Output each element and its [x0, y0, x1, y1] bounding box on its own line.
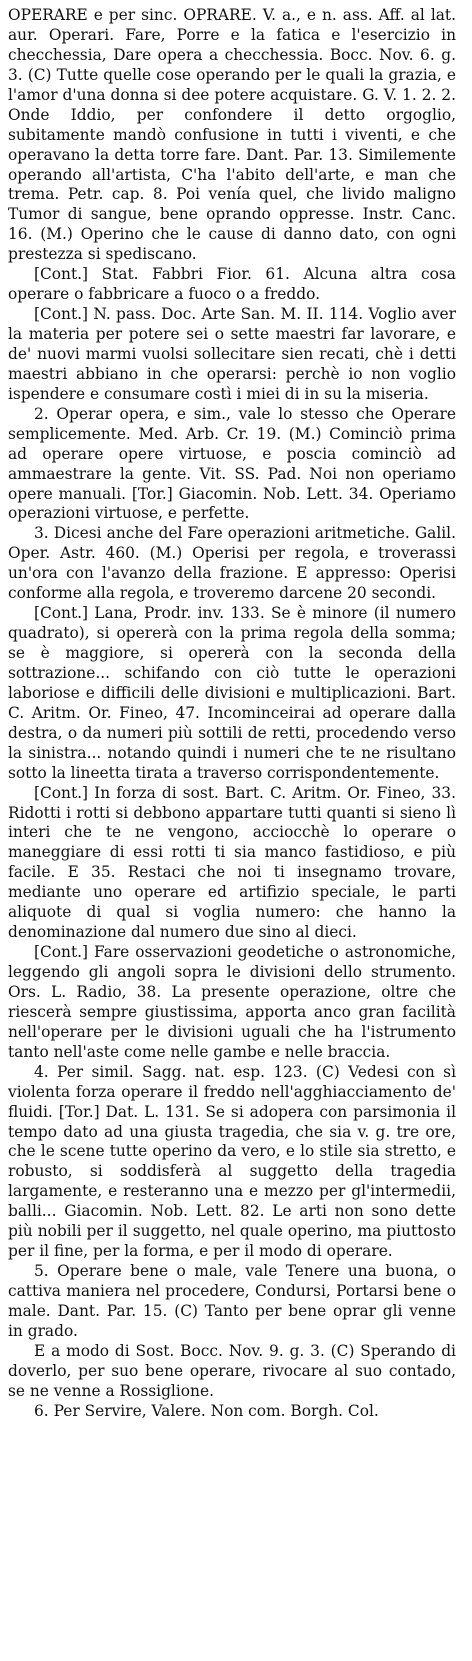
cont-stat-fabbri-paragraph: [Cont.] Stat. Fabbri Fior. 61. Alcuna altra cosa operare o fabbricare a fuoco o a freddo.	[8, 265, 456, 304]
sense-6-paragraph: 6. Per Servire, Valere. Non com. Borgh. Col.	[34, 1401, 379, 1420]
sense-4-paragraph: 4. Per simil. Sagg. nat. esp. 123. (C) Vedesi con sì violenta forza operare il freddo nell'agghiacciamento de' fluidi. [Tor.] Dat. L. 131. Se si adopera con parsimonia il tempo dato ad una giusta tragedia, che sia v. g. tre ore, che le scene tutte operino da vero, e lo stile sia stretto, e robusto, si soddisferà al suggetto della tragedia largamente, e resteranno una e mezzo per gl'intermedii, balli... Giacomin. Nob. Lett. 82. Le arti non sono dette più nobili per il suggetto, nel quale operino, ma piuttosto per il fine, per la forma, e per il modo di operare.	[8, 1062, 456, 1261]
sense-3-paragraph: 3. Dicesi anche del Fare operazioni aritmetiche. Galil. Oper. Astr. 460. (M.) Operisi per regola, e troverassi un'ora con l'avanzo della frazione. E appresso: Operisi conforme alla regola, e troveremo darcene 20 secondi.	[8, 524, 456, 603]
cont-in-forza-paragraph: [Cont.] In forza di sost. Bart. C. Aritm. Or. Fineo, 33. Ridotti i rotti si debbono appartare tutti quanti si sieno lì interi che te ne vengono, acciocchè lo operare o maneggiare di essi rotti ti sia manco fastidioso, e più facile. E 35. Restaci che noi ti insegnamo trovare, mediante uno operare ed artifizio speciale, le parti aliquote di qual si voglia numero: che hanno la denominazione dal numero due sino al dieci.	[8, 783, 456, 942]
cont-lana-paragraph: [Cont.] Lana, Prodr. inv. 133. Se è minore (il numero quadrato), si opererà con la prima regola della somma; se è maggiore, si opererà con la seconda della sottrazione... schifando con ciò tutte le operazioni laboriose e difficili delle divisioni e multiplicazioni. Bart. C. Aritm. Or. Fineo, 47. Incominceirai ad operare dalla destra, o da numeri più sottili de retti, procedendo verso la sinistra... notando quindi i numeri che te ne risultano sotto la lineetta tirata a traverso corrispondentemente.	[8, 604, 456, 782]
sense-5-paragraph: 5. Operare bene o male, vale Tenere una buona, o cattiva maniera nel procedere, Condursi, Portarsi bene o male. Dant. Par. 15. (C) Tanto per bene oprar gli venne in grado.	[8, 1262, 456, 1340]
entry-head-paragraph: OPERARE e per sinc. OPRARE. V. a., e n. ass. Aff. al lat. aur. Operari. Fare, Porre e la fatica e l'esercizio in checchessia, Dare opera a checchessia. Bocc. Nov. 6. g. 3. (C) Tutte quelle cose operando per le quali la grazia, e l'amor d'una donna si dee potere acquistare. G. V. 1. 2. 2. Onde Iddio, per confondere il detto orgoglio, subitamente mandò confusione in tutti i viventi, e che operavano la detta torre fare. Dant. Par. 13. Similemente operando all'artista, C'ha l'abito dell'arte, e man che trema. Petr. cap. 8. Poi venía quel, che livido maligno Tumor di sangue, bene oprando oppresse. Instr. Canc. 16. (M.) Operino che le cause di danno dato, con ogni prestezza si spediscano.	[8, 6, 456, 264]
cont-n-pass-paragraph: [Cont.] N. pass. Doc. Arte San. M. II. 114. Voglio aver la materia per potere sei o sette maestri far lavorare, e de' nuovi marmi vuolsi sollecitare sien recati, chè i detti maestri abbiano in che operarsi: perchè io non voglio ispendere e consumare costì i miei di in su la miseria.	[8, 305, 456, 403]
sense-2-paragraph: 2. Operar opera, e sim., vale lo stesso che Operare semplicemente. Med. Arb. Cr. 19. (M.) Cominciò prima ad operare opere virtuose, e poscia cominciò ad ammaestrare la gente. Vit. SS. Pad. Noi non operiamo opere manuali. [Tor.] Giacomin. Nob. Lett. 34. Operiamo operazioni virtuose, e perfette.	[8, 404, 456, 523]
cont-osservazioni-paragraph: [Cont.] Fare osservazioni geodetiche o astronomiche, leggendo gli angoli sopra le divisioni dello strumento. Ors. L. Radio, 38. La presente operazione, oltre che riescerà sempre giustissima, apporta anco gran facilità nell'operare per le divisioni uguali che ha l'istrumento tanto nell'aste come nelle gambe e nelle braccia.	[8, 943, 456, 1061]
sost-bocc-paragraph: E a modo di Sost. Bocc. Nov. 9. g. 3. (C) Sperando di doverlo, per suo bene operare, rivocare al suo contado, se ne venne a Rossiglione.	[8, 1341, 456, 1400]
